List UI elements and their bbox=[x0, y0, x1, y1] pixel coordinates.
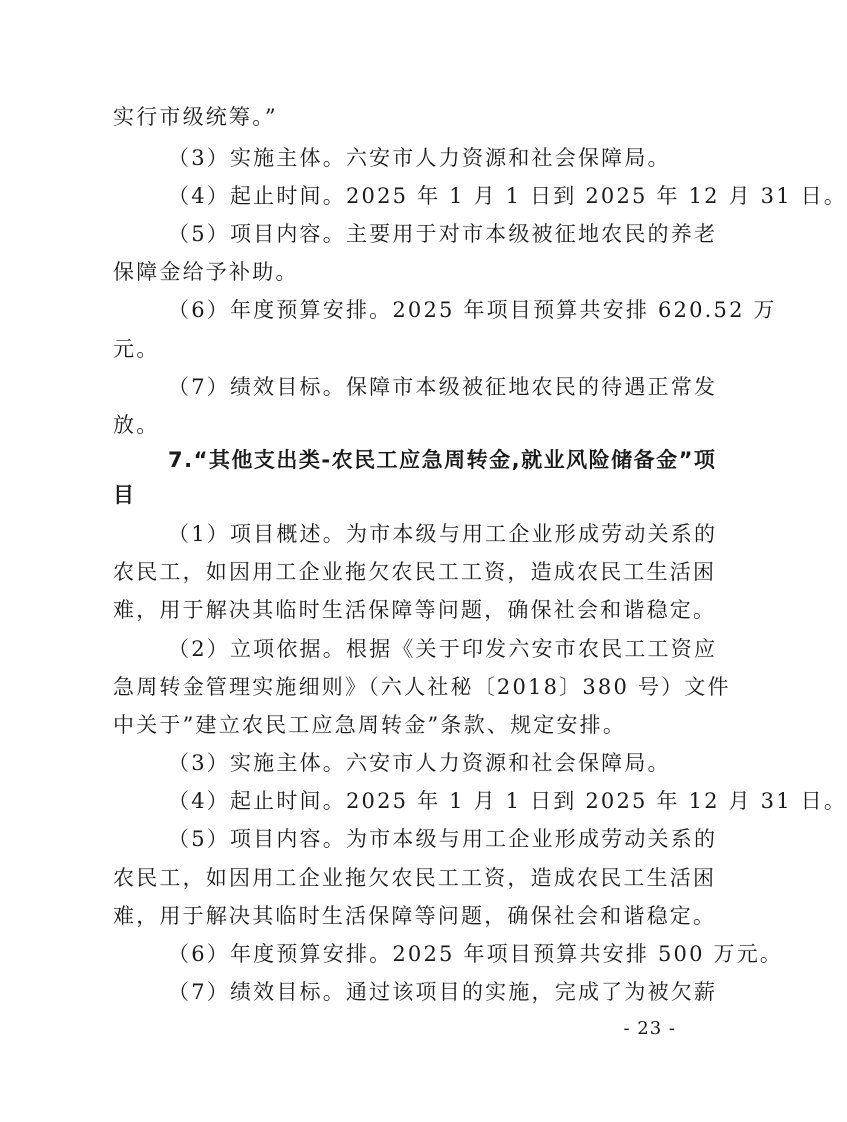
text-line: （4）起止时间。2025 年 1 月 1 日到 2025 年 12 月 31 日。 bbox=[168, 789, 847, 813]
text-line: 农民工，如因用工企业拖欠农民工工资，造成农民工生活困 bbox=[113, 866, 717, 890]
text-line: （7）绩效目标。保障市本级被征地农民的待遇正常发 bbox=[168, 375, 718, 399]
text-line: 难，用于解决其临时生活保障等问题，确保社会和谐稳定。 bbox=[113, 904, 717, 928]
text-line: （1）项目概述。为市本级与用工企业形成劳动关系的 bbox=[168, 522, 718, 546]
text-line: 保障金给予补助。 bbox=[113, 260, 299, 284]
text-line: （6）年度预算安排。2025 年项目预算共安排 620.52 万 bbox=[168, 298, 777, 322]
text-line: （6）年度预算安排。2025 年项目预算共安排 500 万元。 bbox=[168, 942, 784, 966]
text-line: 急周转金管理实施细则》（六人社秘〔2018〕380 号）文件 bbox=[113, 675, 731, 699]
text-line: 中关于”建立农民工应急周转金”条款、规定安排。 bbox=[113, 713, 627, 737]
text-line: （3）实施主体。六安市人力资源和社会保障局。 bbox=[168, 751, 671, 775]
text-line: 元。 bbox=[113, 337, 160, 361]
text-line: （4）起止时间。2025 年 1 月 1 日到 2025 年 12 月 31 日。 bbox=[168, 184, 847, 208]
section-heading: 7.“其他支出类-农民工应急周转金,就业风险储备金”项 bbox=[168, 448, 717, 472]
text-line: （5）项目内容。为市本级与用工企业形成劳动关系的 bbox=[168, 827, 718, 851]
text-line: （5）项目内容。主要用于对市本级被征地农民的养老 bbox=[168, 222, 718, 246]
text-line: （2）立项依据。根据《关于印发六安市农民工工资应 bbox=[168, 637, 718, 661]
page-number: - 23 - bbox=[623, 1018, 676, 1039]
text-line: （7）绩效目标。通过该项目的实施，完成了为被欠薪 bbox=[168, 980, 718, 1004]
text-line: 实行市级统筹。” bbox=[113, 105, 278, 129]
text-line: （3）实施主体。六安市人力资源和社会保障局。 bbox=[168, 146, 671, 170]
text-line: 放。 bbox=[113, 413, 160, 437]
text-line: 难，用于解决其临时生活保障等问题，确保社会和谐稳定。 bbox=[113, 598, 717, 622]
section-heading-continued: 目 bbox=[113, 483, 136, 507]
text-line: 农民工，如因用工企业拖欠农民工工资，造成农民工生活困 bbox=[113, 560, 717, 584]
